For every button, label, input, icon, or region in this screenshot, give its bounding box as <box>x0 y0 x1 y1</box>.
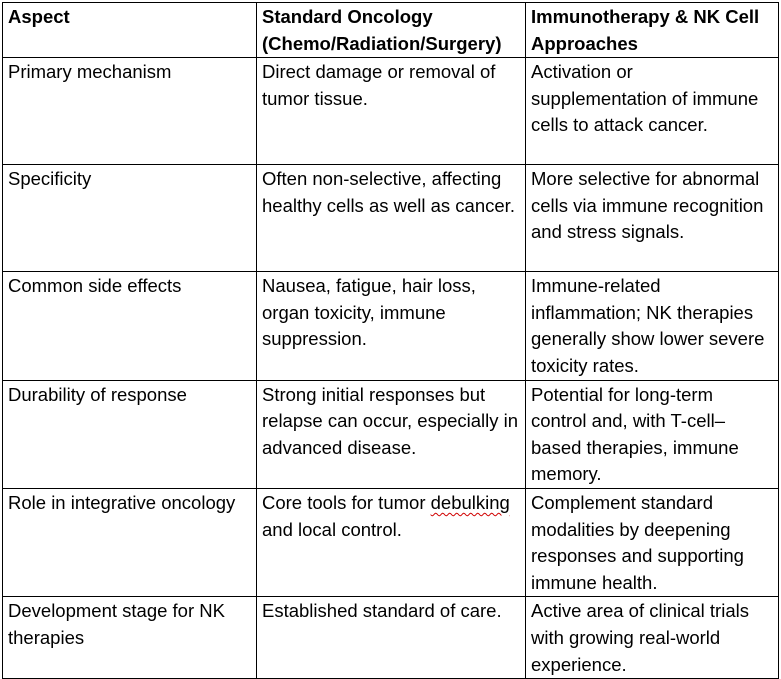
cell-aspect: Durability of response <box>3 380 257 488</box>
cell-aspect: Development stage for NK therapies <box>3 597 257 679</box>
table-row <box>3 58 779 165</box>
cell-standard <box>257 488 526 596</box>
table-row <box>3 380 779 488</box>
header-aspect-label: Aspect <box>8 6 70 27</box>
cell-standard-text-after: and local control. <box>262 518 402 540</box>
table-row <box>3 597 779 679</box>
header-immunotherapy <box>526 3 779 58</box>
cell-standard: Direct damage or removal of tumor tissue. <box>257 58 526 165</box>
spellcheck-flagged-word[interactable]: debulking <box>430 491 510 513</box>
cell-standard: Established standard of care. <box>257 597 526 679</box>
cell-standard-text-before: Core tools for tumor <box>262 491 426 513</box>
cell-immuno: Complement standard modalities by deepening responses and supporting immune health. <box>526 488 779 596</box>
text-cursor-mark <box>778 163 779 185</box>
cell-immuno: Active area of clinical trials with growing real-world experience. <box>526 597 779 679</box>
cell-standard: Often non-selective, affecting healthy cells as well as cancer. <box>257 165 526 272</box>
header-row <box>3 3 779 58</box>
cell-immuno: Immune-related inflammation; NK therapies generally show lower severe toxicity rates. <box>526 272 779 380</box>
header-standard-line2: (Chemo/Radiation/Surgery) <box>262 32 502 54</box>
table-row <box>3 488 779 596</box>
cell-immuno: Potential for long-term control and, with T-cell–based therapies, immune memory. <box>526 380 779 488</box>
cell-aspect: Specificity <box>3 165 257 272</box>
header-immuno-line2: Approaches <box>531 32 638 54</box>
comparison-table <box>2 2 779 679</box>
header-immuno-line1: Immunotherapy & NK Cell <box>531 6 760 27</box>
header-standard-oncology <box>257 3 526 58</box>
header-standard-line1: Standard Oncology <box>262 6 433 27</box>
cell-aspect: Common side effects <box>3 272 257 380</box>
cell-immuno: More selective for abnormal cells via immune recognition and stress signals. <box>526 165 779 272</box>
cell-aspect: Role in integrative oncology <box>3 488 257 596</box>
cell-immuno: Activation or supplementation of immune cells to attack cancer. <box>526 58 779 165</box>
table-row <box>3 165 779 272</box>
cell-standard: Nausea, fatigue, hair loss, organ toxicity, immune suppression. <box>257 272 526 380</box>
cell-aspect: Primary mechanism <box>3 58 257 165</box>
header-aspect <box>3 3 257 58</box>
cell-standard: Strong initial responses but relapse can occur, especially in advanced disease. <box>257 380 526 488</box>
table-row <box>3 272 779 380</box>
